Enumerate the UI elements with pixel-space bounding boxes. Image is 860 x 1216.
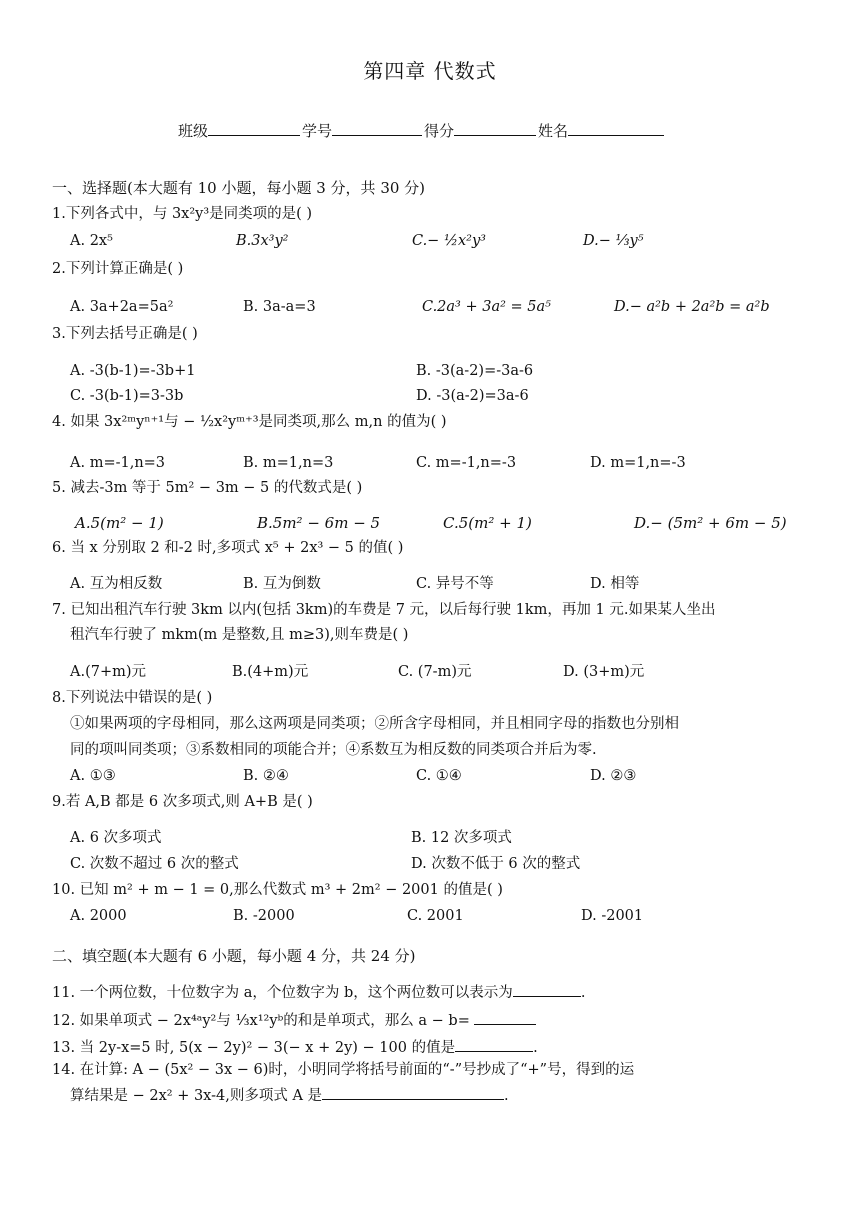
q3-option-a: A. -3(b-1)=-3b+1 xyxy=(70,363,196,379)
q12-answer-blank[interactable] xyxy=(474,1010,536,1025)
question-1-stem: 1.下列各式中，与 3x²y³是同类项的是( ) xyxy=(52,206,313,222)
q10-option-a: A. 2000 xyxy=(70,908,127,924)
question-13 xyxy=(52,1037,538,1057)
q8-option-b: B. ②④ xyxy=(243,768,289,784)
q11-answer-blank[interactable] xyxy=(513,982,581,997)
question-10-stem: 10. 已知 m² + m − 1 = 0,那么代数式 m³ + 2m² − 2001 的值是( ) xyxy=(52,882,503,898)
question-8-stem: 8.下列说法中错误的是( ) xyxy=(52,690,213,706)
q9-option-d: D. 次数不低于 6 次的整式 xyxy=(411,856,581,872)
name-blank[interactable] xyxy=(568,121,664,136)
name-label: 姓名 xyxy=(538,122,569,140)
question-13-text: 13. 当 2y-x=5 时, 5(x − 2y)² − 3(− x + 2y) − 100 的值是 xyxy=(52,1040,456,1056)
question-11-text: 11. 一个两位数，十位数字为 a，个位数字为 b，这个两位数可以表示为 xyxy=(52,985,513,1001)
question-7-stem-line1: 7. 已知出租汽车行驶 3km 以内(包括 3km)的车费是 7 元，以后每行驶 1km，再加 1 元.如果某人坐出 xyxy=(52,602,716,618)
section-heading-choice: 一、选择题(本大题有 10 小题，每小题 3 分，共 30 分) xyxy=(52,179,426,197)
question-12-text: 12. 如果单项式 − 2x⁴ᵃy²与 ⅓x¹²yᵇ的和是单项式，那么 a − b= xyxy=(52,1013,470,1029)
q4-option-d: D. m=1,n=-3 xyxy=(590,455,686,471)
class-label: 班级 xyxy=(178,122,209,140)
question-12 xyxy=(52,1010,536,1030)
q6-option-d: D. 相等 xyxy=(590,576,640,592)
q8-option-a: A. ①③ xyxy=(70,768,116,784)
question-14-line1: 14. 在计算: A − (5x² − 3x − 6)时，小明同学将括号前面的“-”号抄成了“+”号，得到的运 xyxy=(52,1062,635,1078)
score-label: 得分 xyxy=(424,122,455,140)
question-14-line2 xyxy=(70,1085,509,1105)
q5-option-a: A.5(m² − 1) xyxy=(75,514,164,532)
q9-option-c: C. 次数不超过 6 次的整式 xyxy=(70,856,239,872)
question-2-stem: 2.下列计算正确是( ) xyxy=(52,261,184,277)
q7-option-d: D. (3+m)元 xyxy=(563,664,645,680)
q4-option-c: C. m=-1,n=-3 xyxy=(416,455,517,471)
question-11 xyxy=(52,982,585,1002)
question-9-stem: 9.若 A,B 都是 6 次多项式,则 A+B 是( ) xyxy=(52,794,313,810)
q7-option-c: C. (7-m)元 xyxy=(398,664,472,680)
q4-option-b: B. m=1,n=3 xyxy=(243,455,334,471)
q14-answer-blank[interactable] xyxy=(322,1085,504,1100)
section-heading-fill: 二、填空题(本大题有 6 小题，每小题 4 分，共 24 分) xyxy=(52,947,416,965)
q3-option-b: B. -3(a-2)=-3a-6 xyxy=(416,363,534,379)
q9-option-b: B. 12 次多项式 xyxy=(411,830,512,846)
question-7-stem-line2: 租汽车行驶了 mkm(m 是整数,且 m≥3),则车费是( ) xyxy=(70,627,409,643)
question-3-stem: 3.下列去括号正确是( ) xyxy=(52,326,198,342)
q13-answer-blank[interactable] xyxy=(455,1037,533,1052)
q3-option-d: D. -3(a-2)=3a-6 xyxy=(416,388,529,404)
student-id-label: 学号 xyxy=(302,122,333,140)
q6-option-b: B. 互为倒数 xyxy=(243,576,321,592)
q8-option-d: D. ②③ xyxy=(590,768,637,784)
question-8-statement-line1: ①如果两项的字母相同，那么这两项是同类项；②所含字母相同，并且相同字母的指数也分别相 xyxy=(70,716,679,732)
question-14-text: 算结果是 − 2x² + 3x-4,则多项式 A 是 xyxy=(70,1088,323,1104)
q2-option-c: C.2a³ + 3a² = 5a⁵ xyxy=(422,299,551,315)
q5-option-c: C.5(m² + 1) xyxy=(443,514,532,532)
q2-option-b: B. 3a-a=3 xyxy=(243,299,316,315)
q6-option-c: C. 异号不等 xyxy=(416,576,494,592)
q5-option-b: B.5m² − 6m − 5 xyxy=(257,514,381,532)
q10-option-c: C. 2001 xyxy=(407,908,464,924)
page-title: 第四章 代数式 xyxy=(363,59,497,83)
q9-option-a: A. 6 次多项式 xyxy=(70,830,162,846)
q10-option-b: B. -2000 xyxy=(233,908,295,924)
question-5-stem: 5. 减去-3m 等于 5m² − 3m − 5 的代数式是( ) xyxy=(52,480,363,496)
q2-option-d: D.− a²b + 2a²b = a²b xyxy=(614,299,770,315)
q7-option-a: A.(7+m)元 xyxy=(70,664,147,680)
q11-period: . xyxy=(580,985,586,1001)
question-4-stem: 4. 如果 3x²ᵐyⁿ⁺¹与 − ½x²yᵐ⁺³是同类项,那么 m,n 的值为( ) xyxy=(52,414,447,430)
q10-option-d: D. -2001 xyxy=(581,908,644,924)
score-blank[interactable] xyxy=(454,121,536,136)
q6-option-a: A. 互为相反数 xyxy=(70,576,163,592)
q13-period: . xyxy=(533,1040,538,1056)
question-8-statement-line2: 同的项叫同类项；③系数相同的项能合并；④系数互为相反数的同类项合并后为零. xyxy=(70,742,597,758)
q5-option-d: D.− (5m² + 6m − 5) xyxy=(634,514,787,532)
q3-option-c: C. -3(b-1)=3-3b xyxy=(70,388,184,404)
q1-option-d: D.− ⅓y⁵ xyxy=(583,233,644,249)
q7-option-b: B.(4+m)元 xyxy=(232,664,309,680)
q2-option-a: A. 3a+2a=5a² xyxy=(70,299,174,315)
student-id-blank[interactable] xyxy=(332,121,422,136)
student-info-line xyxy=(178,120,666,141)
q14-period: . xyxy=(504,1088,509,1104)
q8-option-c: C. ①④ xyxy=(416,768,462,784)
question-6-stem: 6. 当 x 分别取 2 和-2 时,多项式 x⁵ + 2x³ − 5 的值( ) xyxy=(52,540,404,556)
q1-option-a: A. 2x⁵ xyxy=(70,233,113,249)
class-blank[interactable] xyxy=(208,121,300,136)
q4-option-a: A. m=-1,n=3 xyxy=(70,455,166,471)
q1-option-b: B.3x³y² xyxy=(236,233,289,249)
q1-option-c: C.− ½x²y³ xyxy=(412,233,486,249)
